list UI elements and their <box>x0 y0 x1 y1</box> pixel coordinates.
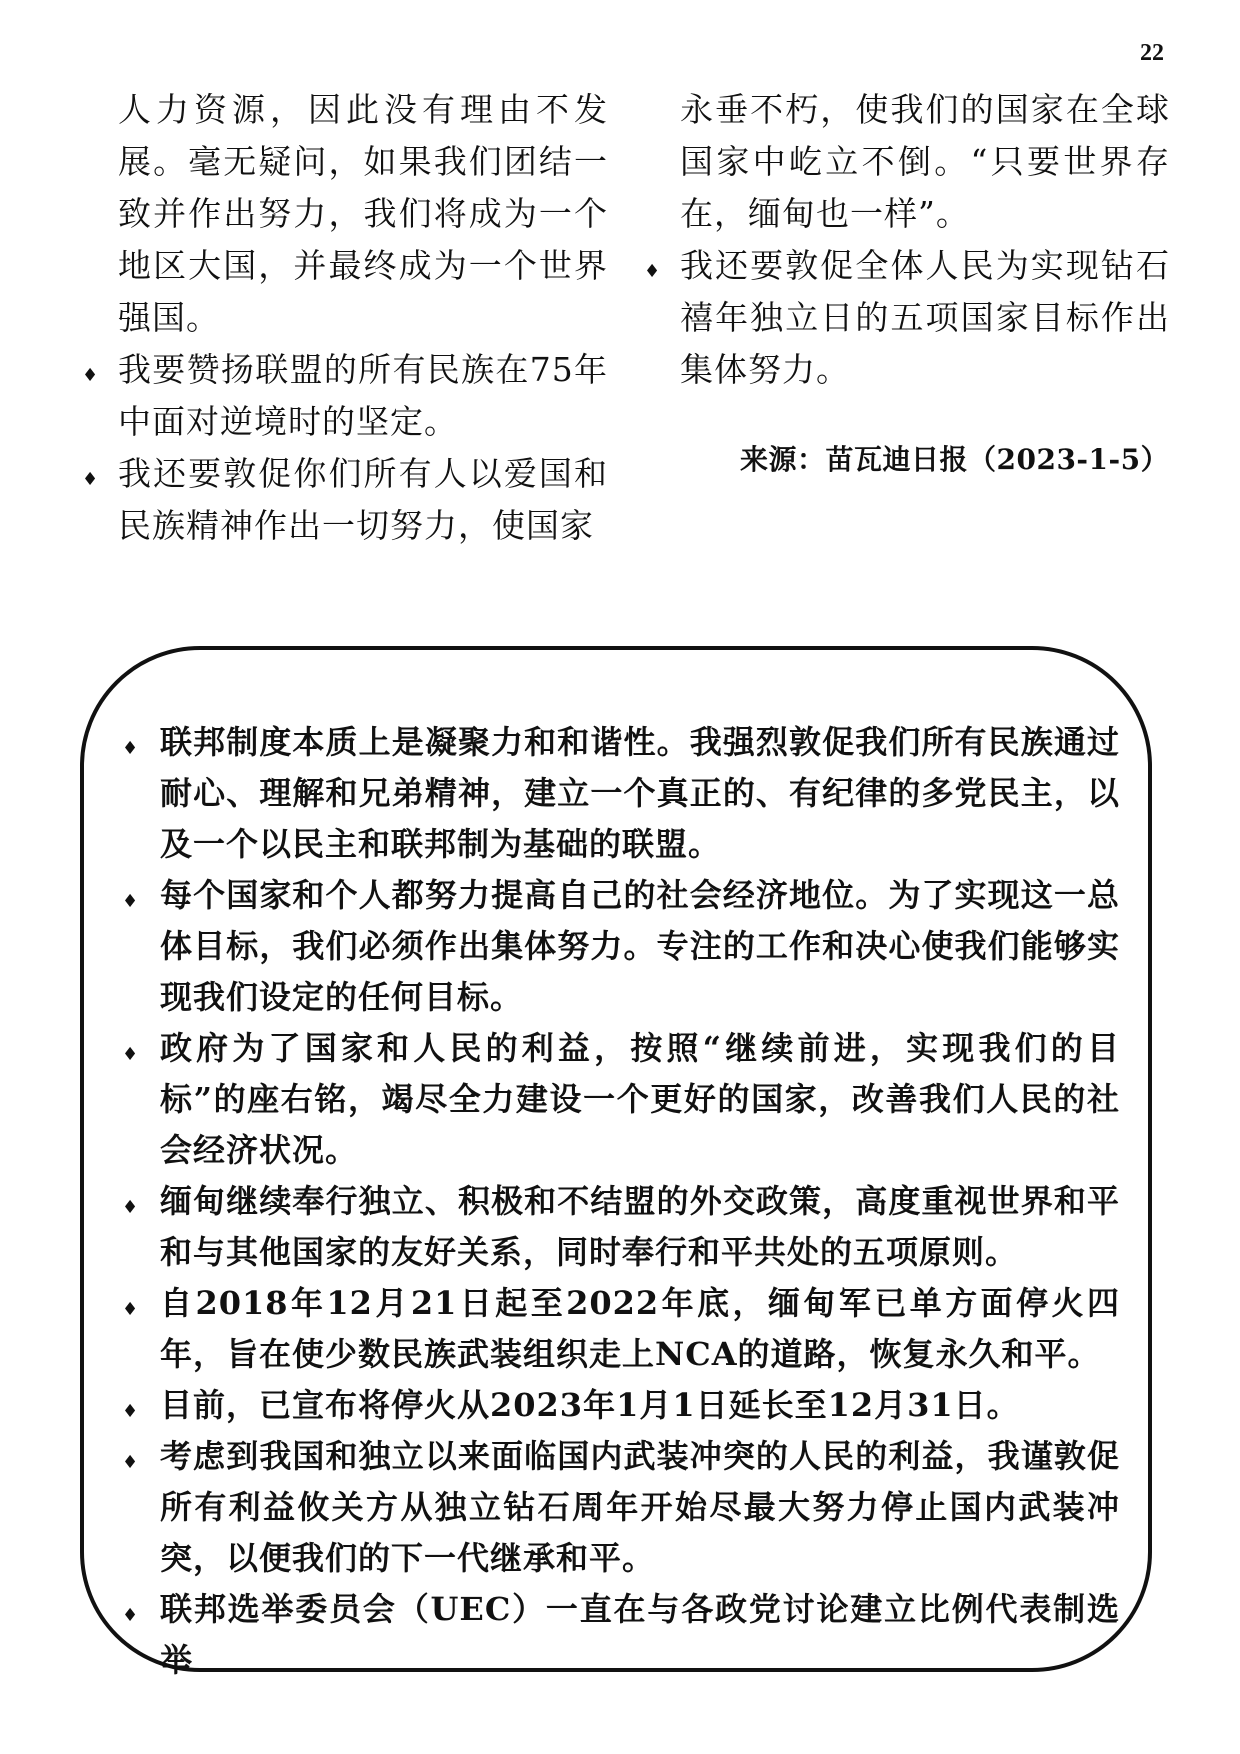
right-bullet-1 <box>644 240 1170 396</box>
diamond-bullet-icon: ♦ <box>82 469 100 490</box>
right-continued-text: 永垂不朽，使我们的国家在全球国家中屹立不倒。“只要世界存在，缅甸也一样”。 <box>680 90 1170 233</box>
page-number: 22 <box>1140 40 1164 66</box>
box-bullet-7-text: 考虑到我国和独立以来面临国内武装冲突的人民的利益，我谨敦促所有利益攸关方从独立钻石周年开始尽最大努力停止国内武装冲突，以便我们的下一代继承和平。 <box>160 1437 1120 1577</box>
box-bullet-5 <box>122 1278 1120 1380</box>
left-bullet-2 <box>82 448 608 552</box>
right-column <box>644 84 1170 396</box>
box-bullet-4 <box>122 1176 1120 1278</box>
diamond-bullet-icon: ♦ <box>122 1605 140 1626</box>
left-bullet-1 <box>82 344 608 448</box>
box-bullet-8 <box>122 1584 1120 1686</box>
box-bullet-7 <box>122 1431 1120 1584</box>
diamond-bullet-icon: ♦ <box>122 1197 140 1218</box>
box-bullet-3-text: 政府为了国家和人民的利益，按照“继续前进，实现我们的目标”的座右铭，竭尽全力建设一个更好的国家，改善我们人民的社会经济状况。 <box>160 1029 1120 1169</box>
diamond-bullet-icon: ♦ <box>122 1299 140 1320</box>
box-bullet-list <box>122 717 1120 1686</box>
diamond-bullet-icon: ♦ <box>122 891 140 912</box>
right-bullet-1-text: 我还要敦促全体人民为实现钻石禧年独立日的五项国家目标作出集体努力。 <box>680 246 1170 389</box>
box-bullet-5-text: 自2018年12月21日起至2022年底，缅甸军已单方面停火四年，旨在使少数民族武装组织走上NCA的道路，恢复永久和平。 <box>160 1284 1120 1373</box>
box-bullet-3 <box>122 1023 1120 1176</box>
box-bullet-6 <box>122 1380 1120 1431</box>
left-bullet-2-text: 我还要敦促你们所有人以爱国和民族精神作出一切努力，使国家 <box>118 454 608 545</box>
diamond-bullet-icon: ♦ <box>122 1452 140 1473</box>
diamond-bullet-icon: ♦ <box>122 1044 140 1065</box>
left-column <box>82 84 608 552</box>
diamond-bullet-icon: ♦ <box>644 261 662 282</box>
box-bullet-6-text: 目前，已宣布将停火从2023年1月1日延长至12月31日。 <box>160 1386 1020 1424</box>
source-citation: 来源：苗瓦迪日报（2023-1-5） <box>740 443 1170 476</box>
box-bullet-4-text: 缅甸继续奉行独立、积极和不结盟的外交政策，高度重视世界和平和与其他国家的友好关系，同时奉行和平共处的五项原则。 <box>160 1182 1120 1271</box>
box-bullet-1 <box>122 717 1120 870</box>
left-bullet-1-text: 我要赞扬联盟的所有民族在75年中面对逆境时的坚定。 <box>118 350 608 441</box>
diamond-bullet-icon: ♦ <box>122 738 140 759</box>
box-bullet-2 <box>122 870 1120 1023</box>
diamond-bullet-icon: ♦ <box>122 1401 140 1422</box>
left-continued-text: 人力资源，因此没有理由不发展。毫无疑问，如果我们团结一致并作出努力，我们将成为一个地区大国，并最终成为一个世界强国。 <box>118 90 608 337</box>
box-bullet-2-text: 每个国家和个人都努力提高自己的社会经济地位。为了实现这一总体目标，我们必须作出集体努力。专注的工作和决心使我们能够实现我们设定的任何目标。 <box>160 876 1120 1016</box>
diamond-bullet-icon: ♦ <box>82 365 100 386</box>
box-bullet-8-text: 联邦选举委员会（UEC）一直在与各政党讨论建立比例代表制选举 <box>160 1590 1120 1679</box>
box-bullet-1-text: 联邦制度本质上是凝聚力和和谐性。我强烈敦促我们所有民族通过耐心、理解和兄弟精神，建立一个真正的、有纪律的多党民主，以及一个以民主和联邦制为基础的联盟。 <box>160 723 1120 863</box>
